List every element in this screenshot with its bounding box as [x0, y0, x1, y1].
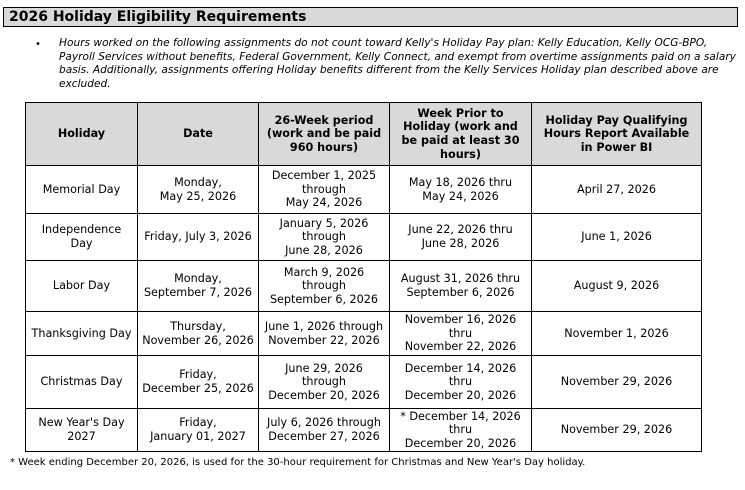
cell-report: November 29, 2026: [532, 409, 702, 452]
cell-week-prior: June 22, 2026 thru June 28, 2026: [390, 214, 532, 261]
table-row: [26, 409, 702, 452]
cell-holiday: Labor Day: [26, 261, 138, 312]
table-row: [26, 312, 702, 356]
cell-report: August 9, 2026: [532, 261, 702, 312]
cell-holiday: Thanksgiving Day: [26, 312, 138, 356]
cell-report: April 27, 2026: [532, 166, 702, 214]
cell-period: March 9, 2026 through September 6, 2026: [259, 261, 390, 312]
table-row: [26, 214, 702, 261]
cell-date: Friday, December 25, 2026: [138, 356, 259, 409]
exclusion-note: Hours worked on the following assignments do not count toward Kelly's Holiday Pay plan: Kelly Education, Kelly OCG-BPO, Payroll Services without benefits, Federal Government, Kelly Connect, and exempt from overtime assignments paid on a salary basis. Additionally, assignments offering Holiday benefits different from the Kelly Services Holiday plan described above are excluded.: [59, 37, 736, 90]
cell-period: June 1, 2026 through November 22, 2026: [259, 312, 390, 356]
header-week-prior: Week Prior to Holiday (work and be paid at least 30 hours): [390, 103, 532, 166]
footnote: * Week ending December 20, 2026, is used for the 30-hour requirement for Christmas and New Year's Day holiday.: [10, 457, 586, 468]
holiday-eligibility-table: [25, 102, 702, 452]
page-title: 2026 Holiday Eligibility Requirements: [9, 9, 307, 25]
header-26-week-period: 26-Week period (work and be paid 960 hours): [259, 103, 390, 166]
cell-week-prior: * December 14, 2026 thru December 20, 2026: [390, 409, 532, 452]
cell-holiday: New Year's Day 2027: [26, 409, 138, 452]
table-header-row: [26, 103, 702, 166]
cell-week-prior: May 18, 2026 thru May 24, 2026: [390, 166, 532, 214]
cell-holiday: Memorial Day: [26, 166, 138, 214]
table-row: [26, 166, 702, 214]
cell-date: Monday, May 25, 2026: [138, 166, 259, 214]
cell-report: November 1, 2026: [532, 312, 702, 356]
header-report-available: Holiday Pay Qualifying Hours Report Available in Power BI: [532, 103, 702, 166]
section-title-bar: [3, 7, 738, 27]
bullet-marker: •: [35, 39, 41, 50]
table-row: [26, 261, 702, 312]
cell-date: Monday, September 7, 2026: [138, 261, 259, 312]
cell-period: July 6, 2026 through December 27, 2026: [259, 409, 390, 452]
cell-holiday: Christmas Day: [26, 356, 138, 409]
cell-date: Thursday, November 26, 2026: [138, 312, 259, 356]
cell-date: Friday, January 01, 2027: [138, 409, 259, 452]
header-date: Date: [138, 103, 259, 166]
cell-holiday: Independence Day: [26, 214, 138, 261]
cell-week-prior: December 14, 2026 thru December 20, 2026: [390, 356, 532, 409]
cell-report: November 29, 2026: [532, 356, 702, 409]
cell-period: December 1, 2025 through May 24, 2026: [259, 166, 390, 214]
header-holiday: Holiday: [26, 103, 138, 166]
cell-date: Friday, July 3, 2026: [138, 214, 259, 261]
cell-report: June 1, 2026: [532, 214, 702, 261]
cell-period: June 29, 2026 through December 20, 2026: [259, 356, 390, 409]
cell-week-prior: November 16, 2026 thru November 22, 2026: [390, 312, 532, 356]
table-row: [26, 356, 702, 409]
cell-week-prior: August 31, 2026 thru September 6, 2026: [390, 261, 532, 312]
cell-period: January 5, 2026 through June 28, 2026: [259, 214, 390, 261]
